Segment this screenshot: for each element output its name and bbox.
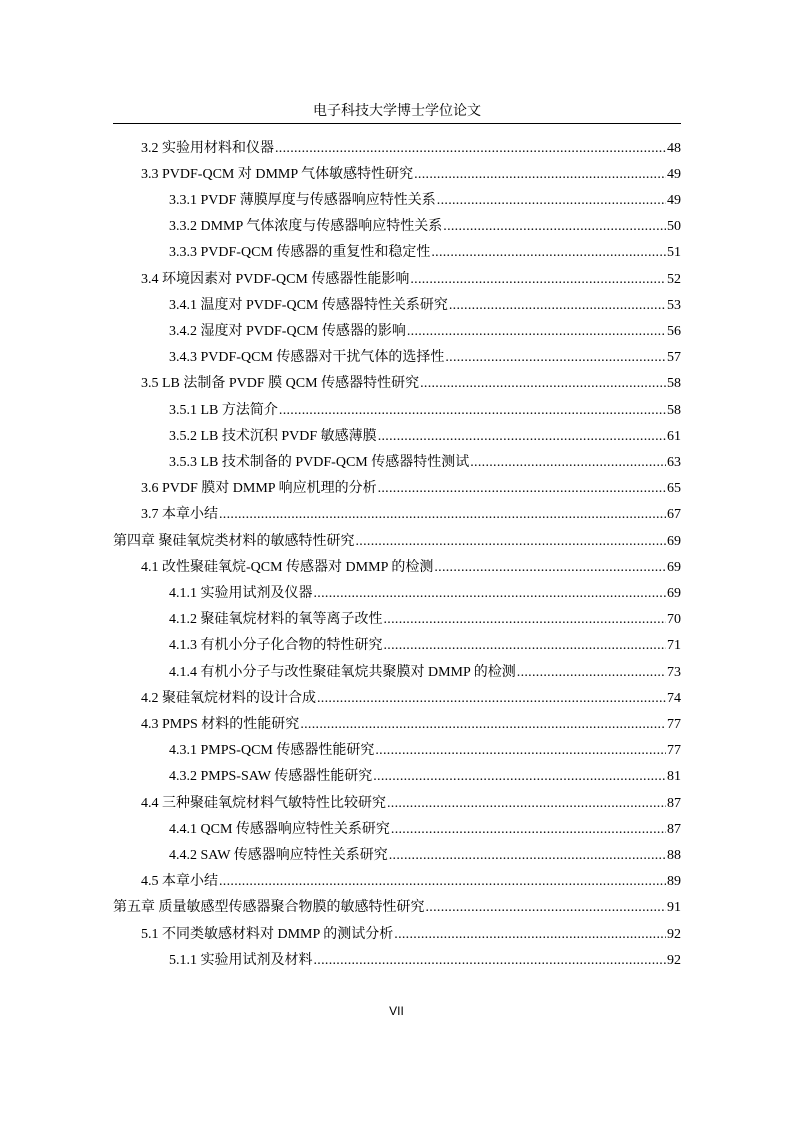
toc-entry[interactable] bbox=[169, 661, 681, 685]
toc-entry-page: 61 bbox=[667, 429, 681, 444]
toc-entry-title: 4.2 聚硅氧烷材料的设计合成 bbox=[141, 691, 316, 706]
page-header-title: 电子科技大学博士学位论文 bbox=[313, 104, 481, 119]
toc-entry-page: 48 bbox=[667, 141, 681, 156]
toc-entry-page: 65 bbox=[667, 481, 681, 496]
toc-entry[interactable] bbox=[141, 556, 681, 580]
toc-entry[interactable] bbox=[141, 687, 681, 711]
toc-entry[interactable] bbox=[169, 634, 681, 658]
toc-entry[interactable] bbox=[169, 844, 681, 868]
toc-entry[interactable] bbox=[169, 765, 681, 789]
toc-entry-page: 69 bbox=[667, 534, 681, 549]
toc-entry[interactable] bbox=[141, 503, 681, 527]
toc-entry-page: 77 bbox=[667, 743, 681, 758]
dot-leader bbox=[414, 163, 666, 187]
dot-leader bbox=[426, 896, 667, 920]
toc-entry-page: 87 bbox=[667, 796, 681, 811]
toc-entry-title: 3.4 环境因素对 PVDF-QCM 传感器性能影响 bbox=[141, 272, 410, 287]
dot-leader bbox=[300, 713, 666, 737]
toc-entry[interactable] bbox=[169, 451, 681, 475]
dot-leader bbox=[431, 241, 666, 265]
dot-leader bbox=[219, 870, 666, 894]
dot-leader bbox=[391, 818, 666, 842]
toc-entry-title: 4.3.1 PMPS-QCM 传感器性能研究 bbox=[169, 743, 375, 758]
dot-leader bbox=[375, 739, 666, 763]
toc-entry-title: 3.5 LB 法制备 PVDF 膜 QCM 传感器特性研究 bbox=[141, 376, 420, 391]
toc-entry-page: 58 bbox=[667, 403, 681, 418]
header-divider bbox=[113, 123, 681, 124]
toc-entry-page: 69 bbox=[667, 586, 681, 601]
toc-entry[interactable] bbox=[169, 949, 681, 973]
dot-leader bbox=[384, 608, 667, 632]
toc-entry-title: 第四章 聚硅氧烷类材料的敏感特性研究 bbox=[113, 534, 355, 549]
toc-entry-title: 4.3 PMPS 材料的性能研究 bbox=[141, 717, 300, 732]
toc-entry[interactable] bbox=[141, 870, 681, 894]
toc-entry[interactable] bbox=[141, 268, 681, 292]
dot-leader bbox=[420, 372, 666, 396]
toc-entry-title: 4.1.3 有机小分子化合物的特性研究 bbox=[169, 638, 383, 653]
dot-leader bbox=[317, 687, 666, 711]
toc-entry-title: 5.1 不同类敏感材料对 DMMP 的测试分析 bbox=[141, 927, 394, 942]
dot-leader bbox=[378, 425, 666, 449]
toc-entry-title: 3.3 PVDF-QCM 对 DMMP 气体敏感特性研究 bbox=[141, 167, 414, 182]
dot-leader bbox=[437, 189, 666, 213]
toc-entry-title: 3.4.2 湿度对 PVDF-QCM 传感器的影响 bbox=[169, 324, 406, 339]
toc-entry-page: 89 bbox=[667, 874, 681, 889]
dot-leader bbox=[410, 268, 666, 292]
dot-leader bbox=[394, 923, 666, 947]
toc-entry[interactable] bbox=[141, 792, 681, 816]
toc-entry-page: 70 bbox=[667, 612, 681, 627]
dot-leader bbox=[378, 477, 666, 501]
dot-leader bbox=[275, 137, 666, 161]
dot-leader bbox=[219, 503, 666, 527]
toc-entry-title: 5.1.1 实验用试剂及材料 bbox=[169, 953, 313, 968]
toc-entry-page: 52 bbox=[667, 272, 681, 287]
toc-entry-title: 4.5 本章小结 bbox=[141, 874, 218, 889]
toc-entry[interactable] bbox=[169, 346, 681, 370]
dot-leader bbox=[373, 765, 666, 789]
toc-entry[interactable] bbox=[169, 294, 681, 318]
toc-entry-title: 4.1.1 实验用试剂及仪器 bbox=[169, 586, 313, 601]
toc-entry-page: 92 bbox=[667, 927, 681, 942]
toc-entry[interactable] bbox=[169, 582, 681, 606]
toc-entry-title: 3.4.3 PVDF-QCM 传感器对干扰气体的选择性 bbox=[169, 350, 445, 365]
toc-entry-title: 4.4 三种聚硅氧烷材料气敏特性比较研究 bbox=[141, 796, 386, 811]
dot-leader bbox=[314, 582, 667, 606]
page-number: VII bbox=[389, 1004, 404, 1018]
toc-entry[interactable] bbox=[169, 608, 681, 632]
toc-entry[interactable] bbox=[141, 372, 681, 396]
toc-entry-page: 63 bbox=[667, 455, 681, 470]
dot-leader bbox=[470, 451, 666, 475]
toc-entry-title: 3.3.1 PVDF 薄膜厚度与传感器响应特性关系 bbox=[169, 193, 436, 208]
toc-entry[interactable] bbox=[169, 739, 681, 763]
toc-entry-title: 4.4.1 QCM 传感器响应特性关系研究 bbox=[169, 822, 390, 837]
toc-entry[interactable] bbox=[113, 896, 681, 920]
toc-entry[interactable] bbox=[113, 530, 681, 554]
toc-entry[interactable] bbox=[169, 425, 681, 449]
toc-entry-title: 3.5.3 LB 技术制备的 PVDF-QCM 传感器特性测试 bbox=[169, 455, 470, 470]
toc-entry-title: 4.1.4 有机小分子与改性聚硅氧烷共聚膜对 DMMP 的检测 bbox=[169, 665, 516, 680]
toc-entry-page: 77 bbox=[667, 717, 681, 732]
toc-entry-title: 3.2 实验用材料和仪器 bbox=[141, 141, 274, 156]
toc-entry[interactable] bbox=[141, 477, 681, 501]
toc-entry-page: 74 bbox=[667, 691, 681, 706]
dot-leader bbox=[384, 634, 667, 658]
toc-entry-page: 92 bbox=[667, 953, 681, 968]
dot-leader bbox=[314, 949, 667, 973]
dot-leader bbox=[434, 556, 666, 580]
toc-entry-page: 51 bbox=[667, 245, 681, 260]
toc-entry-title: 3.3.3 PVDF-QCM 传感器的重复性和稳定性 bbox=[169, 245, 431, 260]
dot-leader bbox=[389, 844, 666, 868]
toc-entry[interactable] bbox=[169, 320, 681, 344]
toc-entry[interactable] bbox=[169, 189, 681, 213]
toc-entry[interactable] bbox=[169, 818, 681, 842]
toc-entry[interactable] bbox=[169, 241, 681, 265]
toc-entry-page: 49 bbox=[667, 167, 681, 182]
toc-entry-page: 87 bbox=[667, 822, 681, 837]
dot-leader bbox=[443, 215, 666, 239]
toc-entry-page: 67 bbox=[667, 507, 681, 522]
toc-entry-page: 50 bbox=[667, 219, 681, 234]
dot-leader bbox=[387, 792, 666, 816]
toc-entry-page: 53 bbox=[667, 298, 681, 313]
toc-entry-title: 4.4.2 SAW 传感器响应特性关系研究 bbox=[169, 848, 388, 863]
toc-entry[interactable] bbox=[169, 399, 681, 423]
toc-entry-page: 88 bbox=[667, 848, 681, 863]
toc-entry-page: 91 bbox=[667, 900, 681, 915]
dot-leader bbox=[517, 661, 666, 685]
toc-entry[interactable] bbox=[141, 713, 681, 737]
dot-leader bbox=[445, 346, 666, 370]
toc-entry-page: 49 bbox=[667, 193, 681, 208]
toc-entry-title: 第五章 质量敏感型传感器聚合物膜的敏感特性研究 bbox=[113, 900, 425, 915]
dot-leader bbox=[356, 530, 667, 554]
toc-entry-title: 3.5.2 LB 技术沉积 PVDF 敏感薄膜 bbox=[169, 429, 377, 444]
toc-entry-title: 3.7 本章小结 bbox=[141, 507, 218, 522]
toc-entry-title: 4.3.2 PMPS-SAW 传感器性能研究 bbox=[169, 769, 373, 784]
toc-entry-title: 3.6 PVDF 膜对 DMMP 响应机理的分析 bbox=[141, 481, 377, 496]
toc-entry-page: 71 bbox=[667, 638, 681, 653]
toc-entry-page: 73 bbox=[667, 665, 681, 680]
dot-leader bbox=[407, 320, 666, 344]
toc-entry-title: 4.1.2 聚硅氧烷材料的氧等离子改性 bbox=[169, 612, 383, 627]
toc-entry-title: 4.1 改性聚硅氧烷-QCM 传感器对 DMMP 的检测 bbox=[141, 560, 434, 575]
toc-entry-page: 81 bbox=[667, 769, 681, 784]
toc-entry-page: 56 bbox=[667, 324, 681, 339]
toc-entry-title: 3.4.1 温度对 PVDF-QCM 传感器特性关系研究 bbox=[169, 298, 448, 313]
toc-entry-page: 57 bbox=[667, 350, 681, 365]
toc-entry[interactable] bbox=[141, 923, 681, 947]
toc-entry-page: 58 bbox=[667, 376, 681, 391]
toc-entry-title: 3.5.1 LB 方法简介 bbox=[169, 403, 278, 418]
toc-entry[interactable] bbox=[141, 163, 681, 187]
toc-entry[interactable] bbox=[169, 215, 681, 239]
dot-leader bbox=[279, 399, 666, 423]
toc-entry[interactable] bbox=[141, 137, 681, 161]
toc-entry-page: 69 bbox=[667, 560, 681, 575]
toc-entry-title: 3.3.2 DMMP 气体浓度与传感器响应特性关系 bbox=[169, 219, 443, 234]
dot-leader bbox=[449, 294, 666, 318]
